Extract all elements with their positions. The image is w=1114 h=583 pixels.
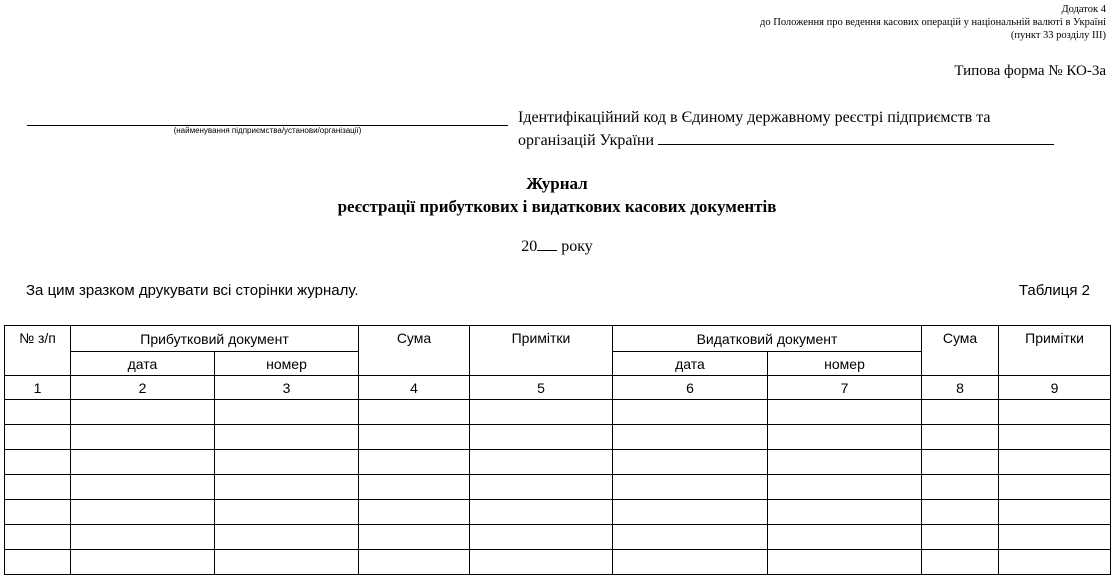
table-cell: [5, 400, 71, 425]
table-cell: [71, 475, 215, 500]
table-cell: [768, 500, 922, 525]
table-cell: [999, 525, 1111, 550]
table-cell: [470, 425, 613, 450]
table-cell: [71, 400, 215, 425]
appendix-note: [760, 3, 1106, 42]
table-row: [5, 550, 1111, 575]
table-cell: [359, 475, 470, 500]
year-line: [0, 236, 1114, 256]
table-cell: [470, 400, 613, 425]
column-number: 6: [613, 376, 768, 400]
table-cell: [922, 400, 999, 425]
table-cell: [768, 525, 922, 550]
table-cell: [71, 525, 215, 550]
table-cell: [215, 475, 359, 500]
id-code-line-2: [518, 129, 1078, 152]
year-blank: [537, 236, 557, 251]
header-sum-1: Сума: [359, 326, 470, 376]
column-number: 1: [5, 376, 71, 400]
table-cell: [613, 475, 768, 500]
table-cell: [215, 400, 359, 425]
id-code-line-2-text: організацій України: [518, 132, 655, 149]
table-cell: [613, 500, 768, 525]
table-row: [5, 425, 1111, 450]
column-number: 3: [215, 376, 359, 400]
table-cell: [768, 450, 922, 475]
year-prefix: 20: [521, 238, 538, 255]
column-number: 2: [71, 376, 215, 400]
table-cell: [768, 475, 922, 500]
table-row: [5, 475, 1111, 500]
table-cell: [613, 425, 768, 450]
table-cell: [5, 525, 71, 550]
header-number: № з/п: [5, 326, 71, 376]
table-cell: [922, 425, 999, 450]
table-cell: [359, 425, 470, 450]
organization-name-caption: (найменування підприємства/установи/організації): [173, 126, 362, 135]
table-cell: [470, 525, 613, 550]
table-cell: [999, 550, 1111, 575]
header-expense-document: Видатковий документ: [613, 326, 922, 352]
table-cell: [71, 500, 215, 525]
table-cell: [215, 525, 359, 550]
table-cell: [613, 550, 768, 575]
table-row: [5, 400, 1111, 425]
header-expense-number: номер: [768, 352, 922, 376]
table-cell: [470, 450, 613, 475]
column-number: 8: [922, 376, 999, 400]
table-cell: [71, 550, 215, 575]
table-cell: [922, 475, 999, 500]
table-cell: [999, 425, 1111, 450]
table-cell: [71, 425, 215, 450]
table-cell: [215, 550, 359, 575]
table-cell: [922, 525, 999, 550]
column-number: 4: [359, 376, 470, 400]
header-sum-2: Сума: [922, 326, 999, 376]
table-cell: [613, 525, 768, 550]
appendix-line-1: Додаток 4: [1061, 4, 1106, 15]
table-cell: [215, 500, 359, 525]
year-suffix: року: [561, 238, 593, 255]
column-number-row: [5, 376, 1111, 400]
appendix-line-3: (пункт 33 розділу ІІІ): [1010, 30, 1106, 41]
table-cell: [922, 500, 999, 525]
table-row: [5, 500, 1111, 525]
form-type-label: Типова форма № КО-3а: [954, 63, 1106, 79]
table-cell: [359, 400, 470, 425]
identification-code-field: [518, 107, 1078, 152]
table-cell: [768, 425, 922, 450]
header-notes-2: Примітки: [999, 326, 1111, 376]
journal-table: [4, 325, 1111, 575]
table-cell: [768, 550, 922, 575]
header-income-date: дата: [71, 352, 215, 376]
id-code-blank: [658, 129, 1054, 145]
table-cell: [359, 525, 470, 550]
table-cell: [922, 550, 999, 575]
table-cell: [5, 450, 71, 475]
table-cell: [215, 425, 359, 450]
table-cell: [922, 450, 999, 475]
id-code-line-1: Ідентифікаційний код в Єдиному державному реєстрі підприємств та: [518, 109, 991, 126]
table-cell: [999, 450, 1111, 475]
table-row: [5, 525, 1111, 550]
table-cell: [359, 500, 470, 525]
table-cell: [359, 550, 470, 575]
table-cell: [470, 550, 613, 575]
table-cell: [71, 450, 215, 475]
table-cell: [613, 400, 768, 425]
table-cell: [215, 450, 359, 475]
column-number: 5: [470, 376, 613, 400]
header-expense-date: дата: [613, 352, 768, 376]
column-number: 7: [768, 376, 922, 400]
table-cell: [999, 475, 1111, 500]
table-row: [5, 450, 1111, 475]
header-income-document: Прибутковий документ: [71, 326, 359, 352]
table-cell: [359, 450, 470, 475]
document-title: Журнал: [526, 174, 588, 193]
table-cell: [999, 400, 1111, 425]
document-subtitle: реєстрації прибуткових і видаткових касових документів: [337, 197, 777, 216]
appendix-line-2: до Положення про ведення касових операцій у національній валюті в Україні: [760, 17, 1106, 28]
table-cell: [613, 450, 768, 475]
print-instruction-note: За цим зразком друкувати всі сторінки журналу.: [26, 282, 359, 299]
table-label: Таблиця 2: [1018, 282, 1090, 299]
table-cell: [5, 425, 71, 450]
table-cell: [470, 475, 613, 500]
header-income-number: номер: [215, 352, 359, 376]
table-cell: [5, 500, 71, 525]
table-cell: [999, 500, 1111, 525]
table-cell: [768, 400, 922, 425]
header-notes-1: Примітки: [470, 326, 613, 376]
table-cell: [470, 500, 613, 525]
table-cell: [5, 475, 71, 500]
column-number: 9: [999, 376, 1111, 400]
table-cell: [5, 550, 71, 575]
